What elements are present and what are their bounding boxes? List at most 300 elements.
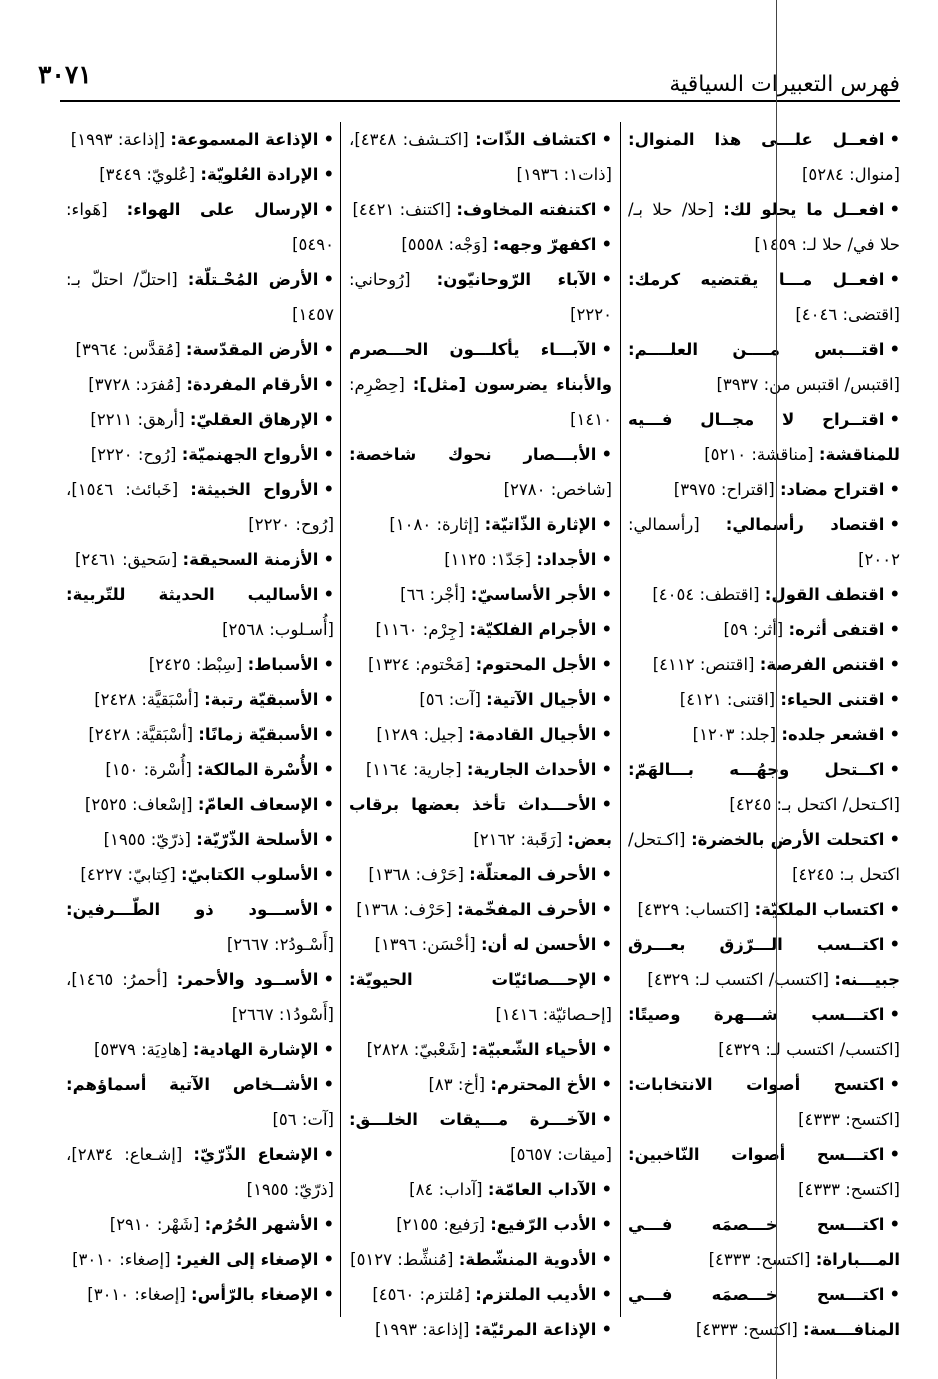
entry-term: الإرادة العُلويّة:: [200, 165, 319, 184]
entry-term: الأُسْرة المالكة:: [197, 760, 319, 779]
entry-reference: [إحـصائيّة: ١٤١٦]: [495, 1005, 612, 1024]
index-entry: [628, 472, 900, 507]
entry-term: اكتـــسح خـــصمَه فـــي المـــباراة:: [628, 1215, 900, 1269]
index-entry: [628, 647, 900, 682]
entry-reference: [أرهق: ٢٢١١]: [90, 410, 185, 429]
bullet-icon: •: [601, 1285, 612, 1304]
entry-term: اكتـــسب شـــهرة وصيتًا:: [628, 1005, 885, 1024]
index-entry: [349, 507, 612, 542]
entry-reference: [مَحْتوم: ١٣٢٤]: [367, 655, 471, 674]
entry-reference: [اقتنص: ٤١١٢]: [652, 655, 755, 674]
index-entry: [349, 1032, 612, 1067]
entry-term: اقتــراح لا مجــال فـــيه للمناقشة:: [628, 410, 900, 464]
index-entry: [66, 332, 334, 367]
index-entry: [66, 1032, 334, 1067]
index-column-right: [628, 122, 901, 1339]
bullet-icon: •: [601, 270, 612, 289]
bullet-icon: •: [323, 165, 334, 184]
bullet-icon: •: [889, 270, 900, 289]
bullet-icon: •: [889, 1215, 900, 1234]
entry-reference: [شَهْر: ٢٩١٠]: [109, 1215, 200, 1234]
index-entry: [628, 262, 900, 332]
index-entry: [66, 402, 334, 437]
index-entry: [349, 717, 612, 752]
index-entry: [66, 437, 334, 472]
bullet-icon: •: [323, 1075, 334, 1094]
entry-reference: [اكـتحل/ اكتحل بـ: ٤٢٤٥]: [628, 830, 900, 884]
index-entry: [628, 997, 900, 1067]
bullet-icon: •: [601, 130, 613, 149]
index-entry: [66, 122, 334, 157]
entry-term: اكتشاف الذّات:: [475, 130, 597, 149]
index-entry: [66, 192, 334, 262]
bullet-icon: •: [323, 1215, 334, 1234]
bullet-icon: •: [323, 445, 334, 464]
bullet-icon: •: [601, 900, 612, 919]
index-entry: [349, 262, 612, 332]
bullet-icon: •: [601, 1110, 612, 1129]
bullet-icon: •: [601, 1215, 612, 1234]
index-entry: [66, 157, 334, 192]
entry-term: الأدوية المنشّطة:: [458, 1250, 597, 1269]
bullet-icon: •: [601, 585, 612, 604]
entry-term: اكتـــسح خـــصمَه فـــي المنافـــسة:: [628, 1285, 900, 1339]
bullet-icon: •: [323, 795, 334, 814]
bullet-icon: •: [601, 235, 612, 254]
index-entry: [349, 647, 612, 682]
bullet-icon: •: [323, 375, 334, 394]
index-entry: [66, 787, 334, 822]
bullet-icon: •: [601, 1040, 612, 1059]
entry-reference: [جَدّ١: ١١٢٥]: [444, 550, 532, 569]
index-entry: [349, 227, 612, 262]
entry-term: الأزمنة السحيقة:: [182, 550, 319, 569]
entry-term: الأرض المُحْـتلّة:: [187, 270, 319, 289]
index-entry: [66, 822, 334, 857]
entry-term: الأشهر الحُرُم:: [204, 1215, 319, 1234]
entry-reference: [اكتـشف: ٤٣٤٨]، [ذات١: ١٩٣٦]: [349, 130, 612, 184]
index-entry: [628, 1137, 900, 1207]
entry-term: اكتحلت الأرض بالخضرة:: [691, 830, 885, 849]
entry-term: اكفهرّ وجهه:: [492, 235, 597, 254]
index-entry: [628, 1067, 900, 1137]
entry-term: اقتـــبس مــــن العلــــم:: [628, 340, 885, 359]
entry-reference: [اكتسح: ٤٣٣٣]: [798, 1180, 900, 1199]
entry-reference: [رُوحاني: ٢٢٢٠]: [349, 270, 612, 324]
index-entry: [349, 1312, 612, 1347]
bullet-icon: •: [323, 550, 334, 569]
entry-term: الإذاعة المرئيّة:: [474, 1320, 597, 1339]
bullet-icon: •: [323, 585, 334, 604]
index-entry: [66, 892, 334, 962]
entry-term: الإحـــصائيّات الحيويّة:: [349, 970, 597, 989]
entry-reference: [جيل: ١٢٨٩]: [376, 725, 464, 744]
bullet-icon: •: [601, 970, 612, 989]
entry-term: الأجرام الفلكيّة:: [469, 620, 597, 639]
entry-term: الإرسال على الهواء:: [126, 200, 319, 219]
entry-term: الآخـــرة مـــيقات الخلـــق:: [349, 1110, 597, 1129]
bullet-icon: •: [889, 480, 900, 499]
bullet-icon: •: [323, 865, 334, 884]
entry-reference: [إذاعة: ١٩٩٣]: [375, 1320, 470, 1339]
index-column-left: [66, 122, 334, 1322]
entry-reference: [رَقَبة: ٢١٦٢]: [473, 830, 563, 849]
bullet-icon: •: [323, 970, 334, 989]
entry-reference: [أسْبَقيَّة: ٢٤٢٨]: [88, 725, 194, 744]
index-entry: [349, 682, 612, 717]
entry-term: الآداب العامّة:: [487, 1180, 597, 1199]
index-entry: [628, 1277, 900, 1347]
entry-reference: [مُقدَّس: ٣٩٦٤]: [75, 340, 181, 359]
index-entry: [349, 577, 612, 612]
page-number: ٣٠٧١: [38, 60, 92, 89]
entry-term: افعــل ما يحلو لك:: [723, 200, 885, 219]
entry-reference: [حَرْف: ١٣٦٨]: [368, 865, 464, 884]
bullet-icon: •: [889, 900, 900, 919]
entry-term: الأحداث الجارية:: [466, 760, 597, 779]
entry-reference: [اقتنى: ٤١٢١]: [679, 690, 776, 709]
bullet-icon: •: [889, 1285, 900, 1304]
bullet-icon: •: [601, 865, 612, 884]
bullet-icon: •: [601, 655, 612, 674]
bullet-icon: •: [601, 1075, 612, 1094]
index-entry: [66, 472, 334, 542]
bullet-icon: •: [601, 795, 612, 814]
entry-term: افعــل مـــا يقتضيه كرمك:: [628, 270, 885, 289]
entry-reference: [اكتسح: ٤٣٣٣]: [708, 1250, 811, 1269]
entry-term: الأشــخاص الآتية أسماؤهم:: [66, 1075, 319, 1094]
entry-reference: [وَجْه: ٥٥٥٨]: [401, 235, 488, 254]
entry-term: الأرواح الجهنميّة:: [181, 445, 319, 464]
index-entry: [349, 927, 612, 962]
entry-term: الأجل المحتوم:: [475, 655, 597, 674]
entry-reference: [رُوح: ٢٢٢٠]: [90, 445, 177, 464]
index-entry: [66, 962, 334, 1032]
index-entry: [66, 1207, 334, 1242]
index-entry: [66, 647, 334, 682]
index-entry: [628, 192, 900, 262]
entry-term: الأحياء الشّعبيّة:: [471, 1040, 597, 1059]
index-entry: [349, 542, 612, 577]
bullet-icon: •: [889, 830, 901, 849]
bullet-icon: •: [323, 410, 334, 429]
bullet-icon: •: [889, 1005, 900, 1024]
index-entry: [349, 1172, 612, 1207]
entry-term: الأديب الملتزم:: [475, 1285, 597, 1304]
entry-term: الأحرف المعتلّة:: [469, 865, 597, 884]
bullet-icon: •: [323, 830, 334, 849]
entry-reference: [أسْبَقيَّة: ٢٤٢٨]: [94, 690, 199, 709]
entry-reference: [أجْر: ٦٦]: [400, 585, 466, 604]
bullet-icon: •: [601, 935, 612, 954]
index-entry: [66, 1067, 334, 1137]
entry-term: الأساليب الحديثة للتّربية:: [66, 585, 319, 604]
entry-term: الإشعاع الذّرّيّ:: [193, 1145, 319, 1164]
bullet-icon: •: [323, 200, 334, 219]
entry-reference: [حَرْف: ١٣٦٨]: [356, 900, 452, 919]
entry-term: اكتساب الملكيّة:: [754, 900, 885, 919]
index-entry: [66, 752, 334, 787]
bullet-icon: •: [889, 725, 900, 744]
entry-term: الأســود والأحمر:: [176, 970, 319, 989]
bullet-icon: •: [889, 1075, 900, 1094]
index-entry: [628, 122, 900, 192]
entry-reference: [أُسْرة: ١٥٠]: [105, 760, 192, 779]
entry-reference: [أخ: ٨٣]: [428, 1075, 486, 1094]
entry-reference: [إسْعاف: ٢٥٢٥]: [84, 795, 193, 814]
entry-reference: [خَبائث: ١٥٤٦]، [رُوح: ٢٢٢٠]: [66, 480, 334, 534]
entry-term: الأسباط:: [247, 655, 319, 674]
bullet-icon: •: [601, 1180, 612, 1199]
index-entry: [628, 332, 900, 402]
entry-term: افعــل علـــى هذا المنوال:: [628, 130, 885, 149]
entry-term: الأســـود ذو الطّـــرفين:: [66, 900, 319, 919]
bullet-icon: •: [889, 655, 900, 674]
entry-reference: [اكتسح: ٤٣٣٣]: [695, 1320, 798, 1339]
index-entry: [349, 122, 612, 192]
entry-reference: [أحمرُ: ١٤٦٥]، [أَسْودُ١: ٢٦٦٧]: [66, 970, 334, 1024]
index-entry: [66, 1242, 334, 1277]
entry-reference: [رَفيع: ٢١٥٥]: [396, 1215, 485, 1234]
page-header: [30, 60, 900, 100]
entry-term: الأخ المحترم:: [490, 1075, 597, 1094]
column-divider: [340, 122, 341, 1317]
entry-term: اكــتحل وجهُـــه بـــالهَمّ:: [628, 760, 885, 779]
entry-reference: [ميقات: ٥٦٥٧]: [510, 1145, 612, 1164]
entry-term: الإصغاء إلى الغير:: [175, 1250, 319, 1269]
entry-reference: [أُسـلوب: ٢٥٦٨]: [222, 620, 334, 639]
entry-reference: [رأسمالي: ٢٠٠٢]: [628, 515, 900, 569]
entry-term: الأبـــصار نحوك شاخصة:: [349, 445, 597, 464]
entry-reference: [احتلّ/ احتلّ بـ: ١٤٥٧]: [66, 270, 334, 324]
index-entry: [349, 1242, 612, 1277]
index-entry: [349, 752, 612, 787]
entry-term: الإثارة الذّاتيّة:: [484, 515, 597, 534]
bullet-icon: •: [601, 760, 612, 779]
bullet-icon: •: [889, 690, 900, 709]
entry-reference: [اكتسب/ اكتسب لـ: ٤٣٢٩]: [647, 970, 830, 989]
index-entry: [628, 577, 900, 612]
bullet-icon: •: [601, 690, 612, 709]
entry-reference: [حِصْرِم: ١٤١٠]: [349, 375, 612, 429]
index-column-middle: [349, 122, 613, 1339]
index-entry: [66, 367, 334, 402]
bullet-icon: •: [889, 515, 900, 534]
entry-term: اقتفى أثره:: [788, 620, 885, 639]
bullet-icon: •: [323, 725, 334, 744]
bullet-icon: •: [889, 935, 900, 954]
entry-reference: [عُلويّ: ٣٤٤٩]: [99, 165, 196, 184]
header-rule: [60, 100, 900, 102]
bullet-icon: •: [323, 270, 334, 289]
bullet-icon: •: [889, 1145, 900, 1164]
bullet-icon: •: [323, 480, 335, 499]
bullet-icon: •: [323, 690, 334, 709]
entry-reference: [آداب: ٨٤]: [409, 1180, 483, 1199]
entry-reference: [سِبْط: ٢٤٢٥]: [148, 655, 243, 674]
bullet-icon: •: [323, 655, 334, 674]
entry-term: الإسعاف العامّ:: [197, 795, 319, 814]
entry-term: اكتسح أصوات الانتخابات:: [628, 1075, 885, 1094]
entry-reference: [إثارة: ١٠٨٠]: [389, 515, 480, 534]
bullet-icon: •: [601, 550, 612, 569]
bullet-icon: •: [601, 1250, 612, 1269]
entry-reference: [إذاعة: ١٩٩٣]: [70, 130, 166, 149]
entry-term: اكتنفته المخاوف:: [456, 200, 597, 219]
index-entry: [66, 262, 334, 332]
entry-term: اقتراح مضاد:: [779, 480, 885, 499]
entry-reference: [ذرّيّ: ١٩٥٥]: [103, 830, 191, 849]
entry-reference: [حلا/ حلا بـ/ حلا في/ حلا لـ: ١٤٥٩]: [628, 200, 900, 254]
entry-reference: [آت: ٥٦]: [272, 1110, 334, 1129]
bullet-icon: •: [323, 1145, 335, 1164]
bullet-icon: •: [601, 200, 612, 219]
index-entry: [628, 927, 900, 997]
entry-term: الآبـــاء يأكلـــون الحـــصرم والأبناء يضرسون [مثل]:: [349, 340, 613, 394]
bullet-icon: •: [601, 1320, 612, 1339]
index-entry: [628, 1207, 900, 1277]
entry-term: الأرواح الخبيثة:: [190, 480, 319, 499]
index-entry: [349, 857, 612, 892]
bullet-icon: •: [601, 620, 612, 639]
bullet-icon: •: [889, 760, 900, 779]
entry-term: الإرهاق العقليّ:: [189, 410, 319, 429]
index-entry: [628, 507, 900, 577]
index-entry: [66, 577, 334, 647]
index-entry: [628, 892, 900, 927]
entry-reference: [اكتنف: ٤٤٢١]: [352, 200, 452, 219]
bullet-icon: •: [601, 515, 612, 534]
index-entry: [349, 1277, 612, 1312]
entry-reference: [إصغاء: ٣٠١٠]: [87, 1285, 186, 1304]
bullet-icon: •: [323, 1040, 334, 1059]
entry-term: الإذاعة المسموعة:: [170, 130, 319, 149]
scan-fold-line: [776, 0, 777, 1379]
entry-term: الأسلحة الذّرّيّة:: [196, 830, 319, 849]
index-entry: [349, 962, 612, 1032]
entry-reference: [اكـتحل/ اكتحل بـ: ٤٢٤٥]: [729, 795, 900, 814]
entry-term: اقشعر جلده:: [781, 725, 885, 744]
entry-term: الأسبقيّة زمانًا:: [198, 725, 319, 744]
entry-reference: [أحْسَن: ١٣٩٦]: [374, 935, 476, 954]
index-entry: [66, 542, 334, 577]
entry-reference: [جلد: ١٢٠٣]: [692, 725, 777, 744]
entry-reference: [هَواء: ٥٤٩٠]: [66, 200, 334, 254]
entry-term: الأجيال القادمة:: [468, 725, 597, 744]
entry-reference: [اقتراح: ٣٩٧٥]: [673, 480, 775, 499]
entry-reference: [اقتطف: ٤٠٥٤]: [652, 585, 760, 604]
entry-term: الأجداد:: [536, 550, 597, 569]
bullet-icon: •: [889, 340, 900, 359]
index-entry: [66, 717, 334, 752]
entry-reference: [إصغاء: ٣٠١٠]: [72, 1250, 171, 1269]
entry-term: الأدب الرّفيع:: [490, 1215, 597, 1234]
index-entry: [628, 612, 900, 647]
index-entry: [628, 822, 900, 892]
entry-reference: [مناقشة: ٥٢١٠]: [704, 445, 814, 464]
entry-reference: [جِرْم: ١١٦٠]: [375, 620, 465, 639]
entry-reference: [شاخص: ٢٧٨٠]: [503, 480, 612, 499]
entry-reference: [اقتبس/ اقتبس من: ٣٩٣٧]: [716, 375, 900, 394]
entry-term: الأجيال الآتية:: [486, 690, 597, 709]
bullet-icon: •: [889, 585, 900, 604]
entry-reference: [سَحيق: ٢٤٦١]: [74, 550, 178, 569]
entry-reference: [اكتسب/ اكتسب لـ: ٤٣٢٩]: [718, 1040, 900, 1059]
entry-reference: [مُنشِّط: ٥١٢٧]: [350, 1250, 454, 1269]
entry-reference: [أثر: ٥٩]: [723, 620, 784, 639]
entry-term: الإشارة الهادية:: [192, 1040, 319, 1059]
bullet-icon: •: [323, 340, 334, 359]
entry-reference: [منوال: ٥٢٨٤]: [801, 165, 900, 184]
index-entry: [349, 332, 612, 437]
bullet-icon: •: [323, 1250, 334, 1269]
entry-reference: [شَعْبيّ: ٢٨٢٨]: [366, 1040, 467, 1059]
index-entry: [349, 192, 612, 227]
entry-term: الإصغاء بالرّأس:: [191, 1285, 319, 1304]
bullet-icon: •: [889, 620, 900, 639]
entry-reference: [جارية: ١١٦٤]: [365, 760, 462, 779]
entry-term: الأسبقيّة رتبة:: [204, 690, 319, 709]
bullet-icon: •: [323, 900, 334, 919]
entry-reference: [اقتضى: ٤٠٤٦]: [795, 305, 900, 324]
entry-term: اكتـــسح أصوات النّاخبين:: [628, 1145, 885, 1164]
entry-term: اكتــسب الـــرّزق بعـــرق جبيـــنه:: [628, 935, 900, 989]
column-divider: [620, 122, 621, 1317]
index-entry: [66, 682, 334, 717]
index-entry: [349, 1102, 612, 1172]
entry-reference: [إشـعاع: ٢٨٣٤]، [ذرّيّ: ١٩٥٥]: [66, 1145, 334, 1199]
bullet-icon: •: [323, 760, 334, 779]
entry-term: اقتنى الحياء:: [780, 690, 885, 709]
entry-term: الأرض المقدّسة:: [185, 340, 319, 359]
bullet-icon: •: [323, 1285, 334, 1304]
entry-term: الآباء الرّوحانيّون:: [436, 270, 597, 289]
index-entry: [66, 1277, 334, 1312]
index-entry: [66, 857, 334, 892]
index-entry: [349, 612, 612, 647]
entry-reference: [اكتسح: ٤٣٣٣]: [798, 1110, 900, 1129]
index-entry: [628, 717, 900, 752]
running-title: فهرس التعبيرات السياقية: [669, 72, 900, 97]
entry-term: اقتصاد رأسمالي:: [725, 515, 885, 534]
entry-term: الأرقام المفردة:: [186, 375, 319, 394]
entry-term: الأحسن له أن:: [480, 935, 597, 954]
entry-reference: [اكتساب: ٤٣٢٩]: [637, 900, 750, 919]
entry-term: الأحـــداث تأخذ بعضها برقاب بعض:: [349, 795, 612, 849]
index-entry: [349, 437, 612, 507]
entry-term: الأحرف المفخّمة:: [457, 900, 597, 919]
index-entry: [628, 682, 900, 717]
bullet-icon: •: [601, 725, 612, 744]
entry-reference: [مُفرَد: ٣٧٢٨]: [88, 375, 182, 394]
bullet-icon: •: [889, 130, 900, 149]
index-entry: [349, 787, 612, 857]
index-entry: [349, 1207, 612, 1242]
bullet-icon: •: [601, 340, 612, 359]
index-entry: [628, 752, 900, 822]
bullet-icon: •: [601, 445, 612, 464]
entry-reference: [آت: ٥٦]: [419, 690, 481, 709]
index-entry: [66, 1137, 334, 1207]
entry-term: اقتنص الفرصة:: [759, 655, 885, 674]
index-entry: [628, 402, 900, 472]
entry-term: الأسلوب الكتابيّ:: [181, 865, 319, 884]
bullet-icon: •: [889, 410, 900, 429]
entry-reference: [كِتابيّ: ٤٢٢٧]: [80, 865, 176, 884]
bullet-icon: •: [323, 130, 334, 149]
bullet-icon: •: [889, 200, 901, 219]
entry-term: الأجر الأساسيّ:: [470, 585, 597, 604]
